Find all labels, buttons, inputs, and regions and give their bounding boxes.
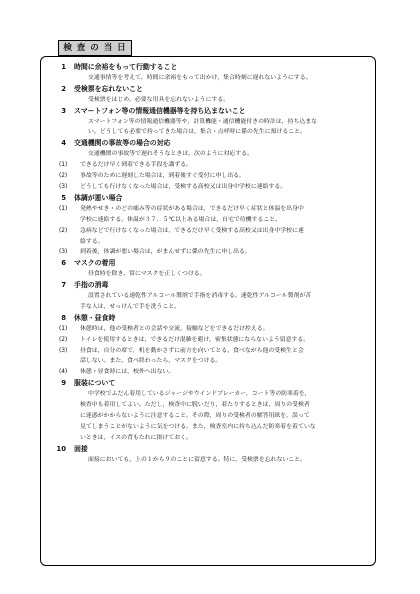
body-line: 中学校でふだん着用しているジャージやウインドブレーカー，コート等の防寒着を， [88,391,311,398]
body-line: 受検票をはじめ，必要な用具を忘れないようにする。 [88,96,230,103]
section-heading-text: 受検票を忘れないこと [74,84,143,93]
page-title: 検 査 の 当 日 [58,40,132,56]
list-item-text: 休憩時は，他の受検者との会話や交流，接触などをできるだけ控える。 [80,325,269,332]
list-item-marker: (1) [59,325,68,332]
list-item [46,335,370,346]
section-heading [46,313,370,324]
section-number: 4 [61,139,66,148]
body-line: 交通機関の事故等で遅れそうなときは，次のように対応する。 [88,151,253,158]
body-line: スマートフォン等の情報通信機器等や，計算機能・通信機能付きの時計は，持ち込まな [88,118,318,125]
section-heading [46,138,370,149]
section-number: 1 [61,63,66,71]
section-7 [46,280,370,313]
content-body [46,62,370,466]
section-5 [46,193,370,258]
list-item-text: できるだけ早く到着できる手段を講ずる。 [80,162,192,169]
section-10 [46,444,370,466]
section-heading [46,444,370,455]
list-item-marker: (2) [59,336,68,343]
list-item-text: トイレを使用するときは，できるだけ混雑を避け，密集状態にならないよう留意する。 [80,336,310,343]
list-item [46,247,370,258]
section-heading-text: マスクの着用 [74,259,116,268]
section-heading-text: 休憩・昼食時 [74,313,116,322]
list-item-marker: (2) [59,227,68,234]
section-heading-text: 面接 [74,444,88,453]
section-heading-text: 服装について [74,379,116,388]
list-item [46,160,370,171]
list-item [46,171,370,182]
section-heading [46,258,370,269]
list-item-continuation: 絡する。 [80,238,104,245]
section-heading-text: スマートフォン等の情報通信機器等を持ち込まないこと [74,106,246,115]
list-item-marker: (3) [59,249,68,256]
section-heading-text: 体調が悪い場合 [74,193,123,202]
list-item [46,346,370,357]
section-heading-text: 時間に余裕をもって行動すること [74,63,178,71]
list-item-text: どうしても行けなくなった場合は，受検する高校又は出身中学校に連絡する。 [80,183,287,190]
list-item-marker: (3) [59,183,68,190]
section-number: 3 [61,106,66,115]
section-9 [46,378,370,443]
section-heading [46,106,370,117]
body-line: 検査中も着用してよい。ただし，検査中に脱いだり，着たりするときは，周りの受検者 [80,402,310,409]
list-item-marker: (3) [59,347,68,354]
section-heading-text: 交通機関の事故等の場合の対応 [74,139,171,148]
list-item [46,324,370,335]
section-heading [46,62,370,73]
list-item-marker: (2) [59,173,68,180]
list-item-continuation: 学校に連絡する。体温が３７．５℃以上ある場合は，自宅で待機すること。 [80,216,282,223]
list-item-text: 昼食は，自分の席で，机を動かさずに前方を向いてとる。食べながら他の受検生と会 [80,347,304,354]
list-item-text: 発熱やせき・のどの痛み等の症状がある場合は，できるだけ早く症状と体温を出身中 [80,205,304,212]
body-line: に迷惑がかからないように注意すること。その際，周りの受検者の解答用紙を，誤って [80,413,310,419]
section-6 [46,258,370,280]
section-heading-text: 手指の消毒 [74,281,109,290]
body-line: 昼食時を除き，常にマスクを正しくつける。 [88,271,206,278]
list-item [46,226,370,237]
section-4 [46,138,370,193]
section-number: 6 [61,259,66,268]
section-3 [46,106,370,139]
body-line: い。どうしても必要で持ってきた場合は，集合・点呼時に係の先生に預けること。 [88,129,306,136]
section-2 [46,84,370,106]
list-item-marker: (1) [59,162,68,169]
section-heading [46,280,370,291]
list-item-text: 事故等のために遅刻した場合は，到着後すぐ受付に申し出る。 [80,173,245,180]
body-line: 交通事情等を考えて，時間に余裕をもって出かけ，集合時刻に遅れないようにする。 [88,74,312,81]
section-number: 8 [61,313,66,322]
list-item-marker: (1) [59,205,68,212]
section-heading [46,84,370,95]
body-line: 見てしまうことがないように気をつける。また，検査室内に持ち込んだ防寒着を着ていな [80,423,316,430]
list-item-text: 休憩・昼食時には，校外へ出ない。 [80,369,175,376]
section-number: 2 [61,84,66,93]
section-heading [46,378,370,389]
list-item-marker: (4) [59,369,68,376]
section-heading [46,193,370,204]
list-item [46,204,370,215]
section-1 [46,62,370,84]
body-line: いときは，イスの背もたれに掛けておく。 [80,434,192,441]
body-line: 面接においても，上の１から９のことに留意する。特に，受検票を忘れないこと。 [88,456,306,463]
section-number: 10 [56,444,66,453]
list-item-text: 急病などで行けなくなった場合は，できるだけ早く受検する高校又は出身中学校に連 [80,227,304,234]
list-item [46,367,370,378]
list-item-text: 到着後，体調が悪い場合は，がまんせずに係の先生に申し出る。 [80,249,251,256]
section-number: 9 [61,379,66,388]
body-line: 手な人は，せっけんで手を洗うこと。 [80,303,181,310]
list-item-continuation: 話しない。また，食べ終わったら，マスクをつける。 [80,358,222,365]
body-line: 設置されている速乾性アルコール製剤で手指を消毒する。速乾性アルコール製剤が苦 [88,293,312,300]
list-item [46,182,370,193]
section-number: 5 [61,193,66,202]
section-8 [46,313,370,378]
section-number: 7 [61,281,66,290]
